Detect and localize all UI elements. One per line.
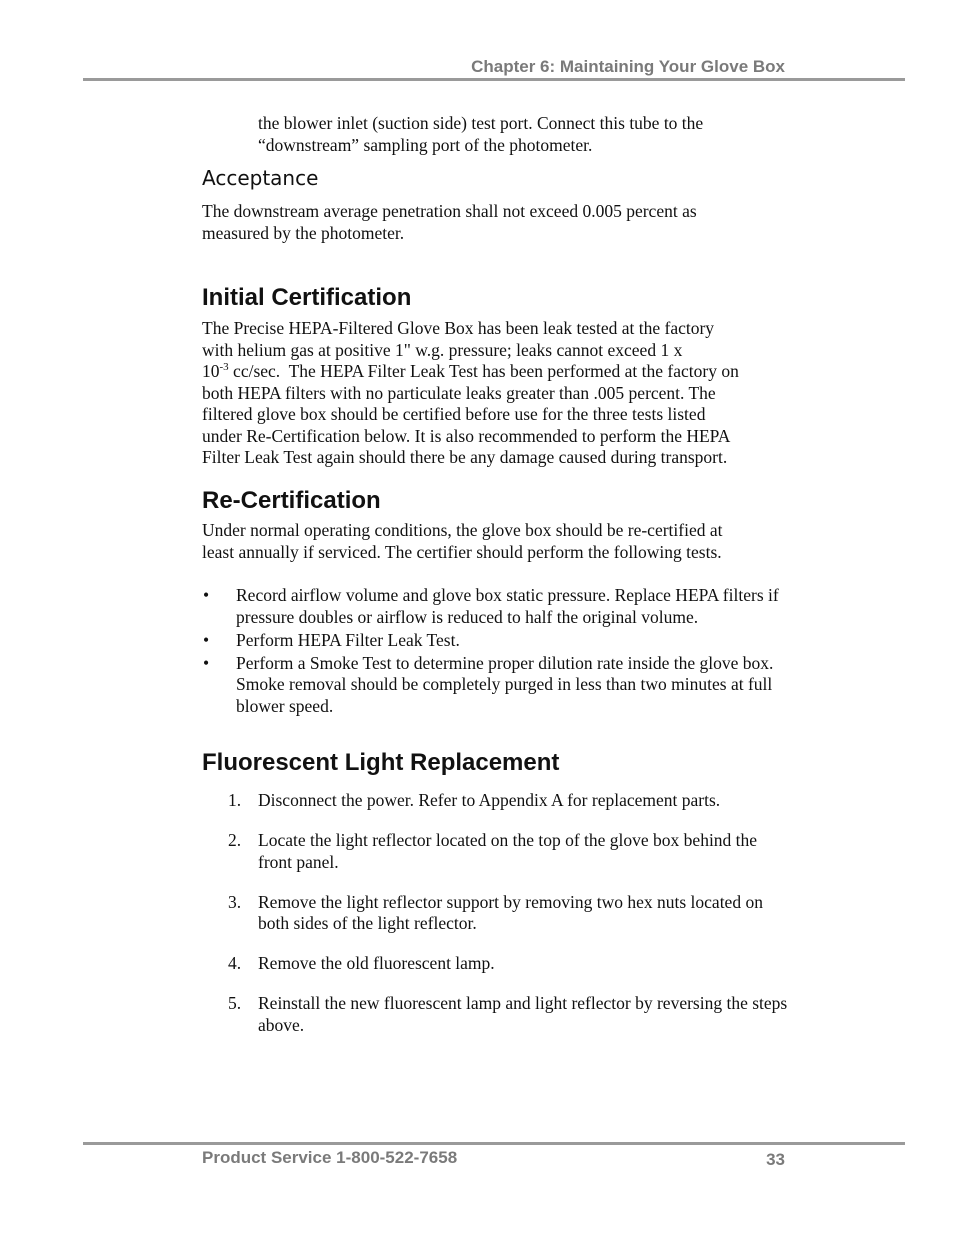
step-text: Disconnect the power. Refer to Appendix A for replacement parts. bbox=[258, 790, 721, 810]
product-service-phone: Product Service 1-800-522-7658 bbox=[202, 1148, 458, 1167]
step-text: Remove the old fluorescent lamp. bbox=[258, 953, 495, 973]
step-number: 1. bbox=[228, 790, 242, 810]
acceptance-heading: Acceptance bbox=[202, 166, 319, 190]
intro-paragraph bbox=[258, 113, 818, 156]
page-number: 33 bbox=[766, 1150, 785, 1169]
recertification-paragraph bbox=[202, 520, 802, 563]
step-item bbox=[228, 892, 788, 935]
step-item bbox=[228, 790, 788, 812]
initial-line: with helium gas at positive 1" w.g. pressure; leaks cannot exceed 1 x bbox=[202, 339, 683, 360]
step-text: Remove the light reflector support by removing two hex nuts located on both sides of the light reflector. bbox=[258, 891, 763, 933]
initial-line: filtered glove box should be certified before use for the three tests listed bbox=[202, 404, 706, 424]
step-item bbox=[228, 953, 788, 975]
initial-line bbox=[202, 361, 802, 383]
fluorescent-heading: Fluorescent Light Replacement bbox=[202, 749, 560, 776]
intro-line: “downstream” sampling port of the photometer. bbox=[258, 134, 593, 155]
step-item bbox=[228, 830, 788, 873]
bullet-item bbox=[202, 630, 792, 652]
fluorescent-steps-list bbox=[228, 790, 788, 1055]
initial-line-rest: cc/sec. The HEPA Filter Leak Test has been performed at the factory on bbox=[228, 361, 739, 381]
acceptance-paragraph bbox=[202, 201, 802, 244]
bullet-icon: • bbox=[203, 652, 210, 673]
step-number: 2. bbox=[228, 830, 242, 850]
recert-line: Under normal operating conditions, the glove box should be re-certified at bbox=[202, 520, 723, 540]
acceptance-line: measured by the photometer. bbox=[202, 222, 405, 243]
bullet-icon: • bbox=[203, 629, 210, 650]
bullet-text: Perform HEPA Filter Leak Test. bbox=[236, 629, 460, 650]
bullet-text: Perform a Smoke Test to determine proper dilution rate inside the glove box. Smoke removal should be completely purged in less than two minutes at full blower speed. bbox=[236, 652, 774, 716]
step-text: Locate the light reflector located on the top of the glove box behind the front panel. bbox=[258, 830, 758, 872]
header-rule bbox=[83, 78, 905, 81]
initial-line: The Precise HEPA-Filtered Glove Box has been leak tested at the factory bbox=[202, 318, 715, 338]
running-header: Chapter 6: Maintaining Your Glove Box bbox=[471, 57, 785, 76]
step-item bbox=[228, 993, 788, 1036]
initial-line: under Re-Certification below. It is also recommended to perform the HEPA bbox=[202, 425, 731, 446]
recertification-heading: Re-Certification bbox=[202, 487, 381, 514]
initial-line: Filter Leak Test again should there be any damage caused during transport. bbox=[202, 447, 728, 467]
bullet-text: Record airflow volume and glove box static pressure. Replace HEPA filters if pressure doubles or airflow is reduced to half the original volume. bbox=[236, 585, 779, 627]
intro-line: the blower inlet (suction side) test port. Connect this tube to the bbox=[258, 113, 704, 133]
step-number: 5. bbox=[228, 993, 242, 1013]
bullet-item bbox=[202, 653, 792, 718]
recertification-bullet-list bbox=[202, 585, 792, 719]
initial-line: both HEPA filters with no particulate leaks greater than .005 percent. The bbox=[202, 382, 716, 403]
acceptance-line: The downstream average penetration shall not exceed 0.005 percent as bbox=[202, 201, 697, 221]
recert-line: least annually if serviced. The certifier should perform the following tests. bbox=[202, 541, 722, 562]
step-number: 4. bbox=[228, 953, 242, 973]
exponent-base: 10 bbox=[202, 361, 220, 381]
step-number: 3. bbox=[228, 891, 242, 912]
bullet-item bbox=[202, 585, 792, 628]
exponent: -3 bbox=[219, 361, 229, 374]
initial-certification-paragraph bbox=[202, 318, 802, 469]
initial-certification-heading: Initial Certification bbox=[202, 284, 412, 311]
step-text: Reinstall the new fluorescent lamp and light reflector by reversing the steps above. bbox=[258, 993, 788, 1035]
bullet-icon: • bbox=[203, 585, 210, 605]
footer-rule bbox=[83, 1142, 905, 1145]
